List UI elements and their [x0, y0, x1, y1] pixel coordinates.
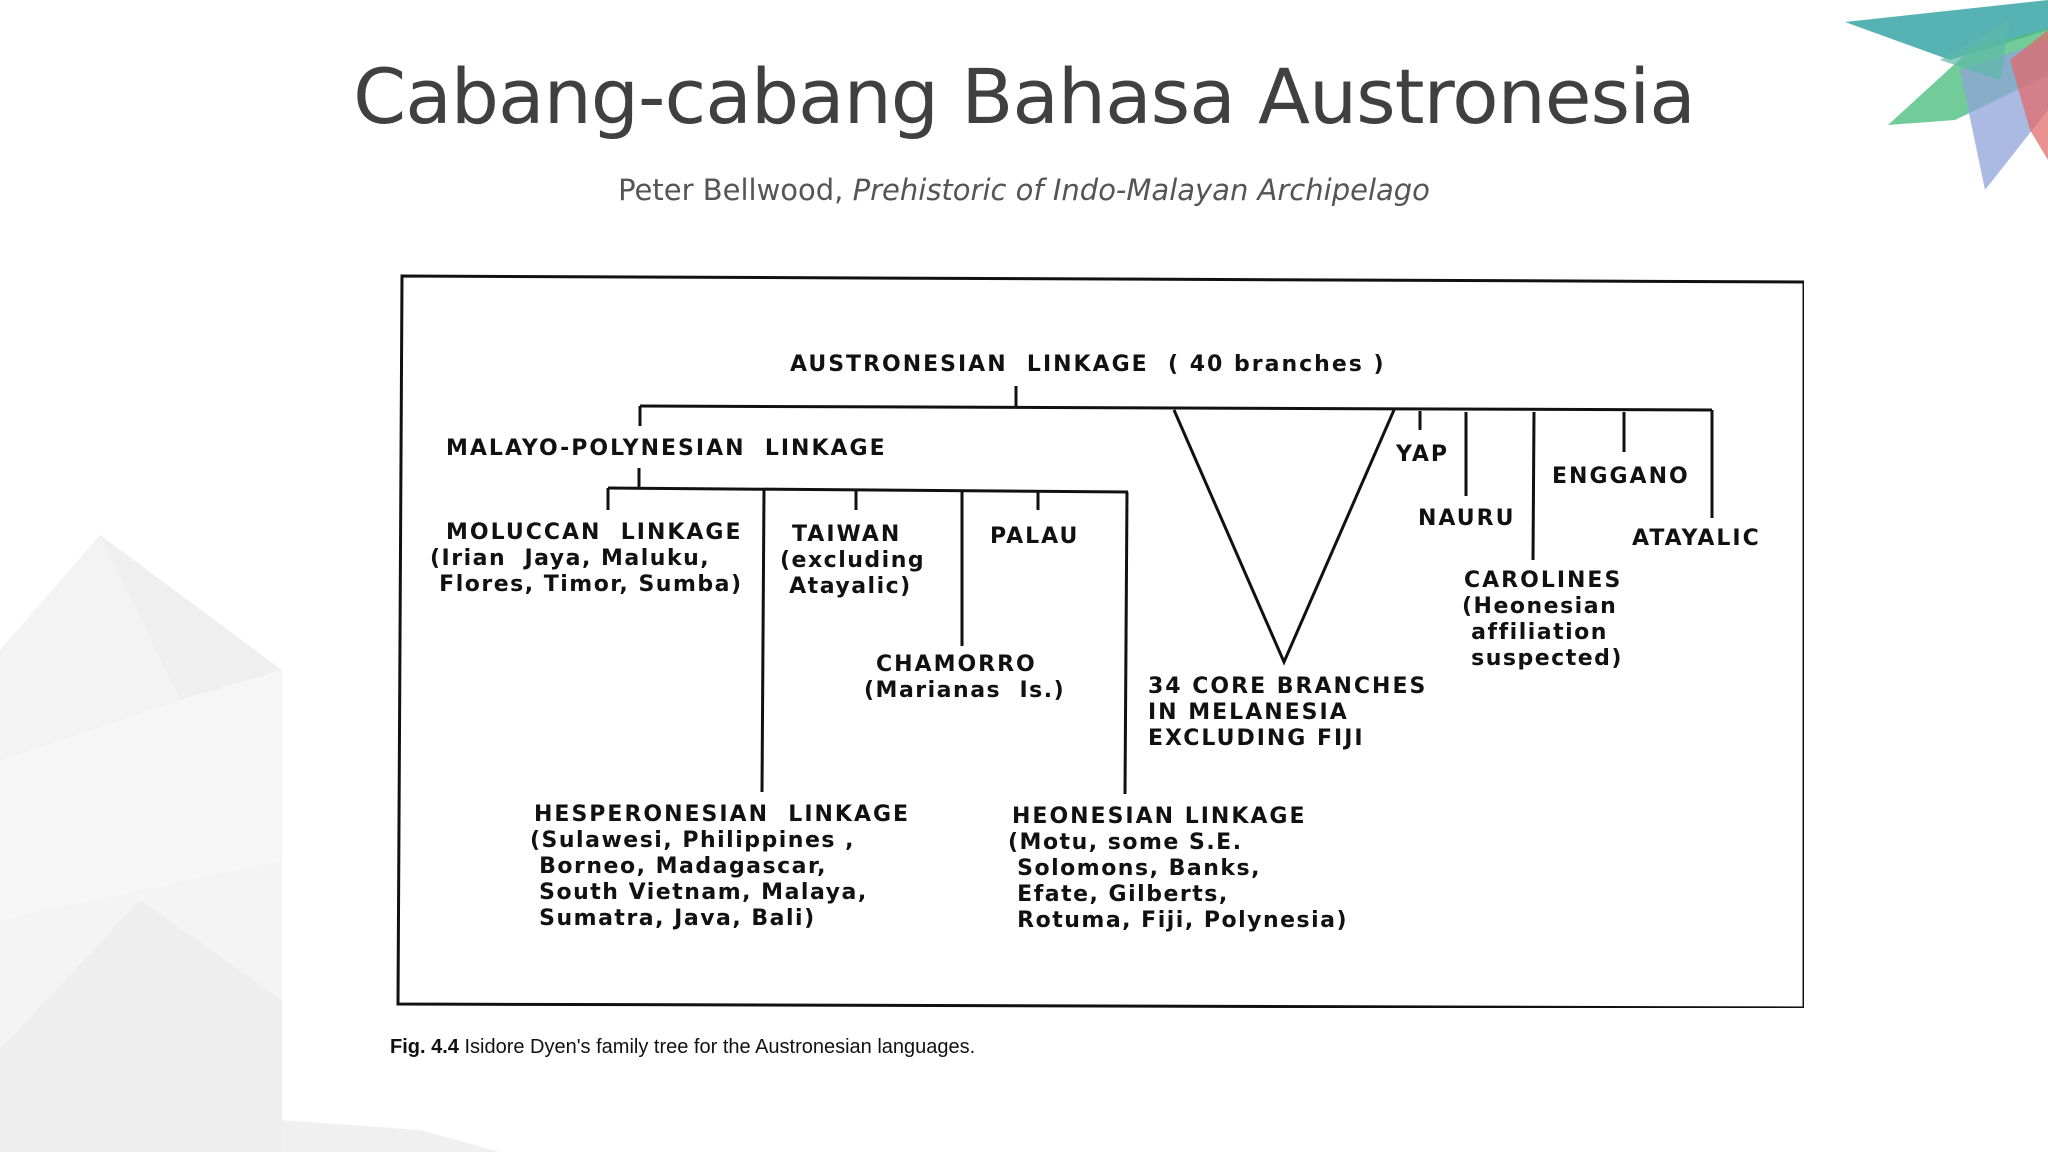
malayo-polynesian-label: MALAYO-POLYNESIAN LINKAGE [446, 436, 887, 461]
figure-number: Fig. 4.4 [390, 1036, 459, 1058]
heonesian-label: HEONESIAN LINKAGE [1012, 804, 1307, 829]
heonesian-stem [1125, 492, 1127, 794]
hesperonesian-stem [762, 489, 764, 792]
root-bar [640, 406, 1712, 410]
palau-label: PALAU [990, 524, 1080, 549]
malayo-bar [608, 488, 1128, 492]
hesperonesian-detail: (Sulawesi, Philippines , Borneo, Madagascar, South Vietnam, Malaya, Sumatra, Java, Bali) [530, 828, 868, 931]
chamorro-detail: (Marianas Is.) [864, 678, 1066, 703]
enggano-label: ENGGANO [1552, 464, 1690, 489]
yap-label: YAP [1396, 442, 1449, 467]
core-branches-wedge [1174, 410, 1394, 662]
figure-caption-text: Isidore Dyen's family tree for the Austronesian languages. [458, 1036, 976, 1058]
atayalic-label: ATAYALIC [1632, 526, 1761, 551]
subtitle-author: Peter Bellwood, [618, 173, 844, 207]
heonesian-detail: (Motu, some S.E. Solomons, Banks, Efate, Gilberts, Rotuma, Fiji, Polynesia) [1008, 830, 1349, 933]
nauru-label: NAURU [1418, 506, 1516, 531]
subtitle-work: Prehistoric of Indo-Malayan Archipelago [852, 173, 1430, 207]
slide-subtitle [0, 173, 2048, 207]
moluccan-detail: (Irian Jaya, Maluku, Flores, Timor, Sumba) [430, 546, 743, 597]
figure-caption [390, 1036, 975, 1059]
chamorro-label: CHAMORRO [876, 652, 1037, 677]
carolines-stem [1533, 412, 1534, 560]
slide-title: Cabang-cabang Bahasa Austronesia [353, 52, 1695, 141]
austronesian-linkage-label: AUSTRONESIAN LINKAGE ( 40 branches ) [790, 352, 1386, 377]
moluccan-label: MOLUCCAN LINKAGE [446, 520, 743, 545]
hesperonesian-label: HESPERONESIAN LINKAGE [534, 802, 911, 827]
taiwan-label: TAIWAN [792, 522, 902, 547]
carolines-detail: (Heonesian affiliation suspected) [1462, 594, 1623, 671]
taiwan-detail: (excluding Atayalic) [780, 548, 926, 599]
family-tree-figure [396, 274, 1804, 1008]
carolines-label: CAROLINES [1464, 568, 1623, 593]
core-branches-label: 34 CORE BRANCHES IN MELANESIA EXCLUDING FIJI [1148, 674, 1428, 751]
